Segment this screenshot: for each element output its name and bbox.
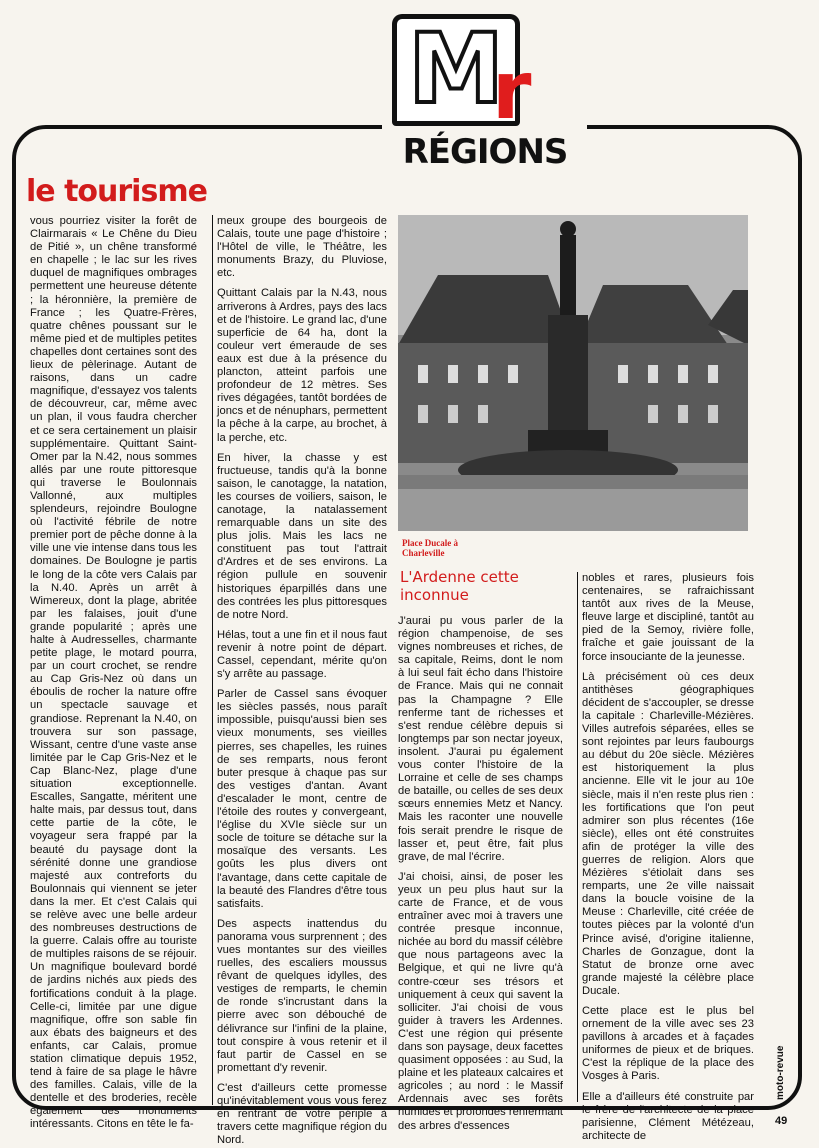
logo-letter-r: r	[492, 44, 532, 137]
magazine-name-text: moto-revue	[775, 1045, 786, 1100]
paragraph: nobles et rares, plusieurs fois centenaires, se rafraichissant tantôt aux rives de la Meuse, fleuve large et discipliné, tantôt au pied de la Semoy, rivière folle, fraîche et gaie jouissant de la force insouciante de la jeunesse.	[582, 572, 754, 663]
paragraph: vous pourriez visiter la forêt de Clairmarais « Le Chêne du Dieu de Pitié », un chêne transformé en chapelle ; le lac sur les rives duquel de magnifiques ombrages permettent une heureuse détente ; la héronnière, la première de France ; les Quatre-Frères, quatre chênes poussant sur le même pied et de multiples petites chapelles dont certaines sont des lieux de pèlerinage. Autant de raisons, dans un cadre magnifique, d'essayez vos talents de découvreur, car, même avec un plan, il vous faudra chercher et ce sera certainement un plaisir supplémentaire. Quittant Saint-Omer par la N.42, nous sommes allés par une route pittoresque qui traverse le Boulonnais Vallonné, aux multiples splendeurs, rejoindre Boulogne où l'activité fébrile de notre premier port de pêche donne à la ville une vie intense dans tous les domaines. De Boulogne je partis le long de la côte vers Calais par la N.40. Après un arrêt à Wimereux, dont la plage, abritée par les falaises, jouit d'une grande popularité ; après une halte à Audresselles, charmante petite plage, le motard pourra, par un court crochet, se rendre au Cap Gris-Nez où dans un éboulis de rocher la nature offre un spectacle sauvage et grandiose. Reprenant la N.40, on trouvera sur son passage, Wissant, centre d'une vaste anse limitée par le Cap Gris-Nez et le Cap Blanc-Nez, plage d'une situation exceptionnelle. Escalles, Sangatte, méritent une halte mais, par dessus tout, dans cette partie de la côte, le voyageur sera frappé par la beauté du paysage dont la sérénité donne une grandiose majesté aux contreforts du Boulonnais qui viennent se jeter dans la mer. Et c'est Calais qui se relève avec une belle ardeur des nombreuses destructions de la guerre. Calais offre au touriste de multiples raisons de se réjouir. Un magnifique boulevard bordé de jardins nichés aux pieds des fortifications conduit à la plage. Celle-ci, limitée par une digue magnifique, offre son sable fin aux ébats des baigneurs et des enfants, car Calais, promue station climatique depuis 1952, tend à faire de sa plage le hâvre des familles. Calais, ville de la dentelle et des broderies, recèle également des monuments intéressants. Citons en tête le fa-	[30, 215, 197, 1131]
photo-illustration	[398, 215, 748, 531]
paragraph: Cette place est le plus bel ornement de la ville avec ses 23 pavillons à arcades et à façades uniformes de pieux et de briques. C'est la réplique de la place des Vosges à Paris.	[582, 1005, 754, 1083]
paragraph: Là précisément où ces deux antithèses géographiques décident de s'accoupler, se dresse la capitale : Charleville-Mézières. Villes autrefois séparées, elles se sont rejointes par leurs faubourgs au début du 20e siècle. Mézières est historiquement la plus ancienne. Elle vit le jour au 10e siècle, mais il n'en reste plus rien : les fortifications que l'on peut admirer son plus récentes (16e siècle), elles ont été construites afin de protéger la ville des guerres de religion. Alors que Mézières s'étiolait dans ses remparts, une 2e ville naissait dans la boucle voisine de la Meuse : Charleville, cité créée de toutes pièces par la volonté d'un Prince avisé, d'origine italienne, Charles de Gonzague, dont la Statut de bronze orne avec grande majesté la célèbre place Ducale.	[582, 670, 754, 997]
paragraph: J'ai choisi, ainsi, de poser les yeux un peu plus haut sur la carte de France, et de vous entraîner avec moi à travers une contrée presque inconnue, nichée au bord du massif célèbre que nous partageons avec la Belgique, et qui ne livre qu'à contre-cœur ses trésors et uniquement à ceux qui savent la solliciter. J'ai choisi de vous guider à travers les Ardennes. C'est une région qui présente dans son paysage, deux facettes quasiment opposées : au Sud, la plaine et les plateaux calcaires et agricoles ; au nord : le Massif Ardennais avec ses forêts humides et profondes renfermant des arbres d'essences	[398, 870, 563, 1132]
text-column-3	[398, 615, 563, 1140]
paragraph: Quittant Calais par la N.43, nous arriverons à Ardres, pays des lacs et de l'histoire. Le grand lac, d'une superficie de 64 ha, dont la couleur vert émeraude de ses eaux est due à la présence du plancton, atteint parfois une profondeur de 12 mètres. Ses rives dégagées, tantôt bordées de joncs et de nénuphars, permettent la pêche à la carpe, au brochet, à la perche, etc.	[217, 287, 387, 444]
paragraph: Elle a d'ailleurs été construite par le frère de l'architecte de la place parisienne, Clément Métézeau, architecte de	[582, 1090, 754, 1142]
section-subheading: L'Ardenne cette inconnue	[400, 568, 519, 604]
text-column-1	[30, 215, 197, 1139]
magazine-name	[773, 1040, 787, 1100]
paragraph: Hélas, tout a une fin et il nous faut revenir à notre point de départ. Cassel, cependant, mérite qu'on s'y arrête au passage.	[217, 628, 387, 681]
article-title: le tourisme	[26, 174, 207, 209]
magazine-logo	[392, 13, 572, 137]
paragraph: J'aurai pu vous parler de la région champenoise, de ses vignes nombreuses et riches, de sa capitale, Reims, dont le nom à lui seul fait écho dans l'histoire de France. Mais qui ne connait pas la Champagne ? Elle renferme tant de richesses et s'est rendue célèbre depuis si longtemps par son nectar joyeux, insolent. J'aurai pu également vous conter l'histoire de la Lorraine et celle de ses champs de bataille, ou celles de ses deux sœurs ennemies Metz et Nancy. Mais les raconter une nouvelle fois serait prendre le risque de lasser et, peut être, fait plus grave, de mal l'écrire.	[398, 615, 563, 863]
photo-place-ducale	[398, 215, 748, 531]
logo-letter-m: M	[392, 14, 520, 126]
text-column-4	[577, 572, 754, 1142]
paragraph: C'est d'ailleurs cette promesse qu'inévitablement vous vous ferez en rentrant de votre périple à travers cette magnifique région du Nord.	[217, 1081, 387, 1147]
paragraph: En hiver, la chasse y est fructueuse, tandis qu'à la bonne saison, le canotagge, la natation, les courses de voiliers, saison, le canotage, la natalassement remarquable dans un site des plus jolis. Mais les lacs ne constituent pas tout l'attrait d'Ardres et de ses environs. La région pullule en souvenir historiques éparpillés dans une des contrées les plus pittoresques de notre Nord.	[217, 451, 387, 621]
text-column-2	[212, 215, 387, 1147]
photo-caption: Place Ducale à Charleville	[402, 538, 458, 558]
paragraph: Parler de Cassel sans évoquer les siècles passés, nous paraît impossible, puisqu'aussi bien ses vieux monuments, ses vieilles pierres, ses chapelles, les ruines de ses remparts, nous feront buter presque à chaque pas sur des vestiges d'antan. Avant d'escalader le mont, centre de l'étoile des routes y convergeant, l'église du XVIe siècle sur un socle de toiture se détache sur la mosaïque des versants. Les goûts les plus divers ont l'avantage, dans cette capitale de la beauté des Flandres d'être tous satisfaits.	[217, 688, 387, 910]
page-number: 49	[775, 1115, 788, 1127]
section-title: RÉGIONS	[402, 132, 568, 172]
paragraph: meux groupe des bourgeois de Calais, toute une page d'histoire ; l'Hôtel de ville, le Théâtre, les monuments Brazy, du Pluviose, etc.	[217, 215, 387, 280]
paragraph: Des aspects inattendus du panorama vous surprennent ; des vues montantes sur des vieilles ruelles, des escaliers moussus rêvant de quelques idylles, des vestiges de remparts, le chemin de ronde s'incrustant dans la pierre avec son débouché de délivrance sur l'infini de la plaine, tout conspire à vous retenir et il faut partir de Cassel en se promettant d'y revenir.	[217, 917, 387, 1074]
